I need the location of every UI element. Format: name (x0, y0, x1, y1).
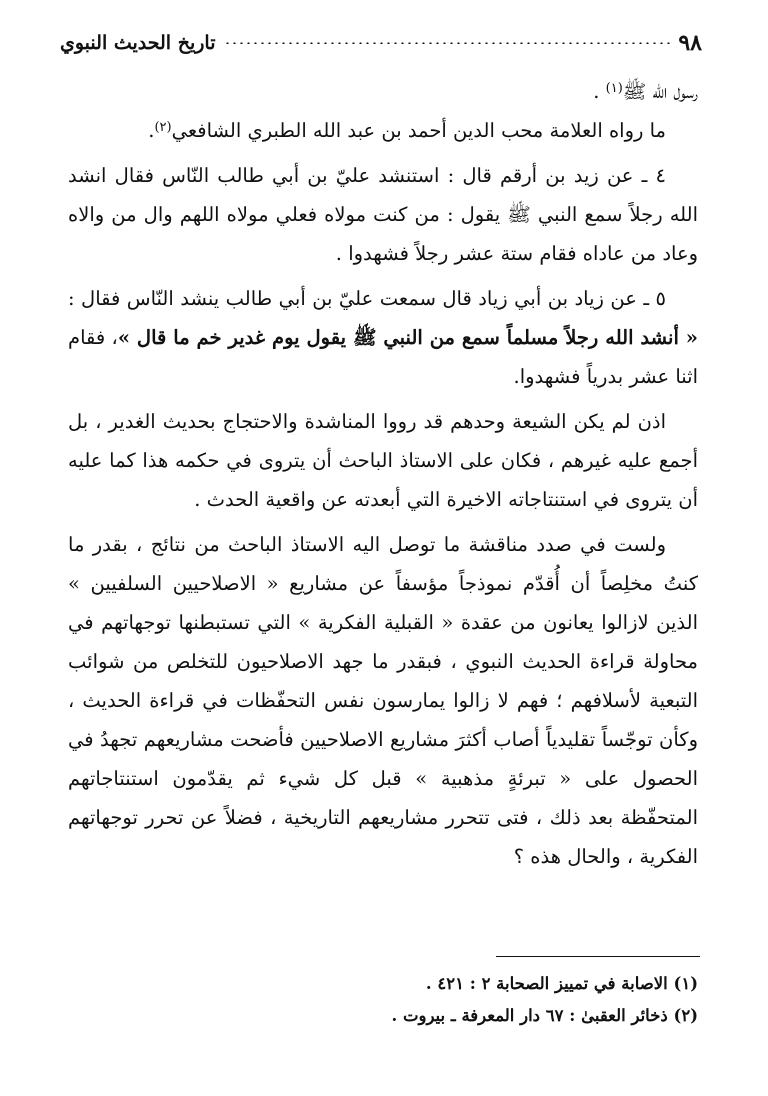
paragraph-0-end: . (593, 80, 600, 103)
paragraph-1-end: . (148, 119, 155, 142)
paragraph-2: ٤ ـ عن زيد بن أرقم قال : استنشد عليّ بن أبي طالب النّاس فقال انشد الله رجلاً سمع النبي ﷺ يقول : من كنت مولاه فعلي مولاه اللهم وال من والاه وعاد من عاداه فقام ستة عشر رجلاً فشهدوا . (68, 164, 698, 265)
footnotes (68, 968, 698, 1032)
paragraph-3-text-a: ٥ ـ عن زياد بن أبي زياد قال سمعت عليّ بن أبي طالب ينشد النّاس فقال : (68, 287, 666, 310)
paragraph-3-text-b: ، فقام اثنا عشر بدرياً فشهدوا. (68, 326, 698, 388)
paragraph-4: اذن لم يكن الشيعة وحدهم قد رووا المناشدة والاحتجاج بحديث الغدير ، بل أجمع عليه غيرهم ، فكان على الاستاذ الباحث أن يتروى في حكمه هذا كما عليه أن يتروى في استنتاجاته الاخيرة التي أبعدته عن واقعية الحدث . (68, 410, 698, 511)
paragraph-5: ولست في صدد مناقشة ما توصل اليه الاستاذ الباحث من نتائج ، بقدر ما كنتُ مخلِصاً أن أُقدّم نموذجاً مؤسفاً عن مشاريع « الاصلاحيين السلفيين » الذين لازالوا يعانون من عقدة « القبلية الفكرية » التي تستبطنها توجهاتهم في محاولة قراءة الحديث النبوي ، فبقدر ما جهد الاصلاحيون للتخلص من شوائب التبعية لأسلافهم ؛ فهم لا زالوا يمارسون نفس التحفّظات في قراءة الحديث ، وكأن توجّساً تقليدياً أصاب أكثرَ مشاريع الاصلاحيين فأضحت مشاريعهم تجهدُ في الحصول على « تبرئةٍ مذهبية » قبل كل شيء ثم يقدّمون استنتاجاتهم المتحفّظة بعد ذلك ، فتى تتحرر مشاريعهم التاريخية ، فضلاً عن تحرر توجهاتهم الفكرية ، والحال هذه ؟ (68, 533, 698, 868)
footnote-divider (496, 956, 700, 957)
footnote-ref-2: (٢) (154, 120, 172, 135)
footnote-2: (٢) ذخائر العقبىٰ : ٦٧ دار المعرفة ـ بيروت . (391, 1006, 698, 1025)
page-number: ٩٨ (678, 30, 702, 56)
leader-dots (224, 42, 671, 44)
footnote-1: (١) الاصابة في تمييز الصحابة ٢ : ٤٢١ . (425, 974, 698, 993)
paragraph-3 (68, 279, 698, 396)
paragraph-0 (68, 72, 698, 111)
paragraph-1 (68, 111, 698, 150)
footnote-ref-1: (١) (605, 81, 623, 96)
paragraph-0-text: رسول الله ﷺ (622, 80, 698, 103)
running-title: تاريخ الحديث النبوي (60, 32, 216, 54)
main-text (68, 72, 698, 876)
paragraph-3-quote: « أنشد الله رجلاً مسلماً سمع من النبي ﷺ يقول يوم غدير خم ما قال » (117, 326, 698, 349)
paragraph-1-text: ما رواه العلامة محب الدين أحمد بن عبد الله الطبري الشافعي (171, 119, 666, 142)
running-header (60, 26, 702, 60)
